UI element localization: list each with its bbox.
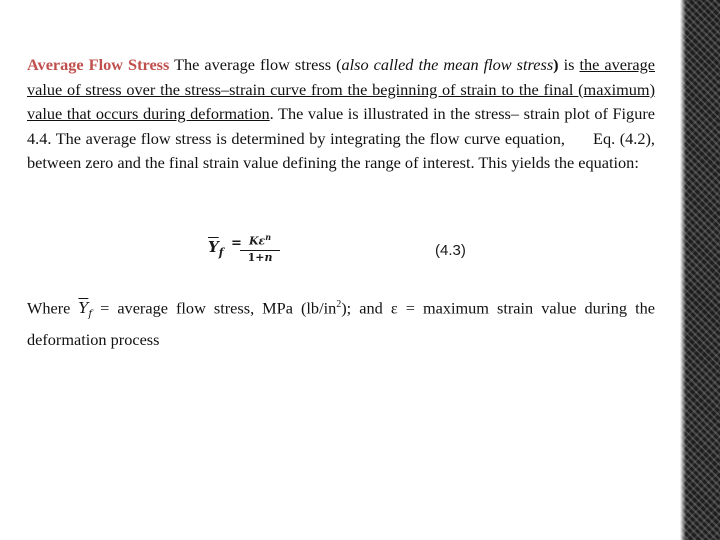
denominator-one: 1 [247, 250, 256, 264]
text-run: ); and ε = maximum strain value during the deformation process [27, 298, 655, 350]
bold-paren: ) [553, 55, 559, 74]
inline-y-bar-f [78, 296, 92, 328]
text-run: The average flow stress ( [169, 55, 342, 74]
italic-text: also called the mean flow stress [341, 55, 554, 74]
text-run: . The value is illustrated in the stress– strain plot of Figure 4.4. The average flow stress is determined by integrating the flow curve equation, [27, 104, 655, 148]
denominator [240, 251, 280, 265]
section-heading: Average Flow Stress [27, 55, 170, 74]
decorative-page-edge [680, 0, 720, 540]
numerator [240, 230, 280, 249]
subscript-f: f [218, 246, 224, 259]
text-run: Where [27, 298, 79, 318]
equation-number: (4.3) [435, 242, 466, 259]
text-run: Eq. (4.2), between zero and the final strain value defining the range of interest. This yields the equation: [27, 128, 656, 173]
equation-lhs [208, 238, 223, 259]
inline-y-symbol: $\overline{Y}$ [78, 299, 89, 318]
numerator-base: Kε [248, 234, 266, 248]
numerator-exponent: n [265, 232, 272, 242]
equals-sign: = [231, 236, 242, 251]
inline-subscript-f: f [88, 309, 93, 321]
text-run: = average flow stress, MPa (lb/in [92, 298, 337, 318]
denominator-plus: + [255, 250, 265, 264]
equation-fraction [240, 230, 280, 265]
paragraph-where [27, 293, 655, 353]
superscript-2: 2 [336, 299, 342, 310]
equation-4-3 [208, 230, 288, 270]
paragraph-average-flow-stress [27, 53, 655, 176]
underlined-definition: the average value of stress over the stress–strain curve from the beginning of strain to the final (maximum) value that occurs during deformation [27, 55, 655, 124]
y-bar-symbol: $\overline{Y}$ [208, 238, 219, 256]
text-run: is [558, 55, 580, 74]
denominator-n: n [264, 250, 273, 264]
